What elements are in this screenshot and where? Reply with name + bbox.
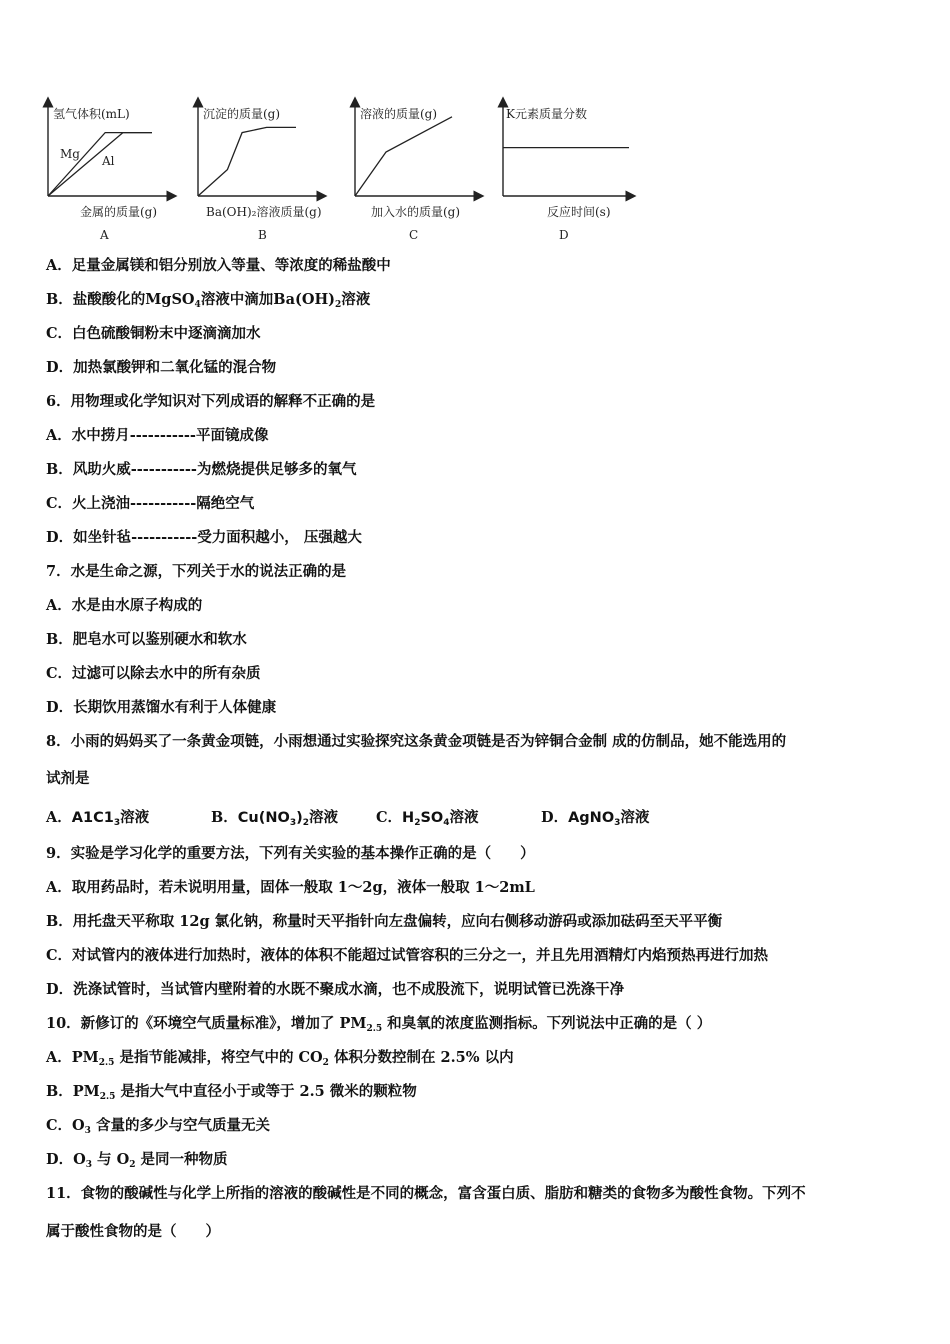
text-run: 溶液中滴加Ba(OH) xyxy=(200,291,336,308)
text-run: 溶液 xyxy=(341,291,371,308)
line-q11 xyxy=(46,1184,806,1204)
line-q11b xyxy=(46,1222,220,1242)
chart-letter: A xyxy=(100,228,109,242)
line-q5c xyxy=(46,324,261,344)
subscript: 3 xyxy=(113,818,121,828)
line-q6d xyxy=(46,528,362,548)
line-q7d xyxy=(46,698,276,718)
subscript: 4 xyxy=(194,300,201,310)
text-run: B．风助火威-----------为燃烧提供足够多的氧气 xyxy=(46,461,357,478)
text-run: A．足量金属镁和铝分别放入等量、等浓度的稀盐酸中 xyxy=(46,257,391,274)
text-run: B．PM xyxy=(46,1083,100,1100)
option-text xyxy=(72,808,149,828)
line-q6b xyxy=(46,460,356,480)
subscript: 3 xyxy=(85,1160,92,1170)
option-label: C． xyxy=(376,809,403,826)
option-text xyxy=(238,808,338,828)
line-q10d xyxy=(46,1150,228,1170)
line-q9 xyxy=(46,844,535,864)
text-run: C．过滤可以除去水中的所有杂质 xyxy=(46,665,261,682)
text-run: 10．新修订的《环境空气质量标准》，增加了 PM xyxy=(46,1015,367,1032)
x-axis-label: 反应时间(s) xyxy=(547,205,611,219)
x-axis-label: Ba(OH)₂溶液质量(g) xyxy=(206,205,322,219)
x-axis-label: 加入水的质量(g) xyxy=(371,205,461,219)
line-q10a xyxy=(46,1048,514,1068)
option-text xyxy=(568,808,649,828)
text-run: C．火上浇油-----------隔绝空气 xyxy=(46,495,255,512)
text-run: 属于酸性食物的是（ ） xyxy=(46,1223,220,1240)
subscript: 2 xyxy=(335,300,342,310)
series-label-mg: Mg xyxy=(60,147,80,161)
text-run: 溶液 xyxy=(449,810,479,826)
chart-letter: D xyxy=(559,228,569,242)
text-run: A．水是由水原子构成的 xyxy=(46,597,203,614)
subscript: 2.5 xyxy=(99,1092,116,1102)
text-run: C．O xyxy=(46,1117,85,1134)
chart-b xyxy=(190,98,340,248)
subscript: 2.5 xyxy=(98,1058,115,1068)
line-q5a xyxy=(46,256,391,276)
text-run: SO xyxy=(420,810,444,826)
chart-c xyxy=(347,98,487,248)
text-run: 体积分数控制在 2.5% 以内 xyxy=(328,1049,514,1066)
y-axis-label: 氢气体积(mL) xyxy=(53,107,130,121)
q8-option-c xyxy=(376,808,479,828)
y-axis-label: K元素质量分数 xyxy=(506,107,587,121)
line-q6c xyxy=(46,494,254,514)
line-q9d xyxy=(46,980,624,1000)
subscript: 3 xyxy=(614,818,621,828)
text-run: C．对试管内的液体进行加热时，液体的体积不能超过试管容积的三分之一，并且先用酒精灯内焰预热再进行加热 xyxy=(46,947,769,964)
text-run: A．PM xyxy=(46,1049,99,1066)
line-q7 xyxy=(46,562,346,582)
chart-a xyxy=(40,98,180,248)
text-run: 是同一种物质 xyxy=(135,1151,228,1168)
chart-letter: B xyxy=(258,228,267,242)
line-q9b xyxy=(46,912,722,932)
line-q5b xyxy=(46,290,370,310)
text-run: 是指节能减排，将空气中的 CO xyxy=(114,1049,323,1066)
text-run: 8．小雨的妈妈买了一条黄金项链，小雨想通过实验探究这条黄金项链是否为锌铜合金制 成的仿制品，她不能选用的 xyxy=(46,733,787,750)
text-run: A1C1 xyxy=(71,810,114,826)
text-run: 7．水是生命之源，下列关于水的说法正确的是 xyxy=(46,563,347,580)
text-run: 11．食物的酸碱性与化学上所指的溶液的酸碱性是不同的概念，富含蛋白质、脂肪和糖类的食物多为酸性食物。下列不 xyxy=(46,1185,806,1202)
text-run: D．O xyxy=(46,1151,86,1168)
text-run: 是指大气中直径小于或等于 2.5 微米的颗粒物 xyxy=(115,1083,417,1100)
subscript: 3 xyxy=(289,818,297,828)
line-q10b xyxy=(46,1082,417,1102)
line-q9a xyxy=(46,878,535,898)
subscript: 2.5 xyxy=(366,1024,383,1034)
line-q7c xyxy=(46,664,261,684)
text-run: AgNO xyxy=(568,810,615,826)
q8-option-d xyxy=(541,808,649,828)
line-q8b xyxy=(46,769,90,789)
subscript: 3 xyxy=(84,1126,91,1136)
text-run: 溶液 xyxy=(120,810,150,826)
line-q7b xyxy=(46,630,247,650)
text-run: D．如坐针毡-----------受力面积越小， 压强越大 xyxy=(46,529,362,546)
x-axis-label: 金属的质量(g) xyxy=(80,205,158,219)
series-al xyxy=(48,133,152,196)
text-run: 与 O xyxy=(91,1151,130,1168)
line-q7a xyxy=(46,596,202,616)
text-run: 溶液 xyxy=(620,810,650,826)
subscript: 4 xyxy=(443,818,450,828)
line-q6a xyxy=(46,426,268,446)
option-label: B． xyxy=(211,809,238,826)
text-run: 含量的多少与空气质量无关 xyxy=(90,1117,270,1134)
text-run: B．盐酸酸化的MgSO xyxy=(46,291,195,308)
series-line xyxy=(198,127,296,196)
line-q9c xyxy=(46,946,768,966)
series-mg xyxy=(48,133,152,196)
text-run: A．取用药品时，若未说明用量，固体一般取 1～2g，液体一般取 1～2mL xyxy=(46,879,535,896)
text-run: D．洗涤试管时，当试管内壁附着的水既不聚成水滴，也不成股流下，说明试管已洗涤干净 xyxy=(46,981,625,998)
option-label: D． xyxy=(541,809,569,826)
text-run: H xyxy=(402,810,415,826)
text-run: 9．实验是学习化学的重要方法，下列有关实验的基本操作正确的是（ ） xyxy=(46,845,535,862)
subscript: 2 xyxy=(414,818,421,828)
line-q10 xyxy=(46,1014,711,1034)
line-q10c xyxy=(46,1116,270,1136)
text-run: 6．用物理或化学知识对下列成语的解释不正确的是 xyxy=(46,393,376,410)
y-axis-label: 溶液的质量(g) xyxy=(360,107,438,121)
series-label-al: Al xyxy=(102,154,115,168)
text-run: ) xyxy=(296,810,303,826)
text-run: 溶液 xyxy=(309,810,338,826)
line-q6 xyxy=(46,392,375,412)
text-run: 试剂是 xyxy=(46,770,90,787)
option-label: A． xyxy=(46,809,72,826)
q8-option-b xyxy=(211,808,338,828)
line-q8 xyxy=(46,732,786,752)
text-run: C．白色硫酸铜粉末中逐滴滴加水 xyxy=(46,325,261,342)
text-run: B．肥皂水可以鉴别硬水和软水 xyxy=(46,631,247,648)
q8-option-a xyxy=(46,808,149,828)
series-line xyxy=(355,117,452,196)
line-q5d xyxy=(46,358,276,378)
subscript: 2 xyxy=(322,1058,329,1068)
subscript: 2 xyxy=(129,1160,136,1170)
text-run: D．长期饮用蒸馏水有利于人体健康 xyxy=(46,699,277,716)
chart-d xyxy=(495,98,640,248)
subscript: 2 xyxy=(302,818,309,828)
option-text xyxy=(402,808,478,828)
chart-letter: C xyxy=(409,228,419,242)
chart-figure xyxy=(0,0,950,250)
text-run: D．加热氯酸钾和二氧化锰的混合物 xyxy=(46,359,277,376)
y-axis-label: 沉淀的质量(g) xyxy=(203,107,281,121)
text-run: A．水中捞月-----------平面镜成像 xyxy=(46,427,269,444)
text-run: Cu(NO xyxy=(237,810,290,826)
text-run: 和臭氧的浓度监测指标。下列说法中正确的是（ ） xyxy=(382,1015,712,1032)
text-run: B．用托盘天平称取 12g 氯化钠，称量时天平指针向左盘偏转，应向右侧移动游码或添加砝码至天平平衡 xyxy=(46,913,723,930)
